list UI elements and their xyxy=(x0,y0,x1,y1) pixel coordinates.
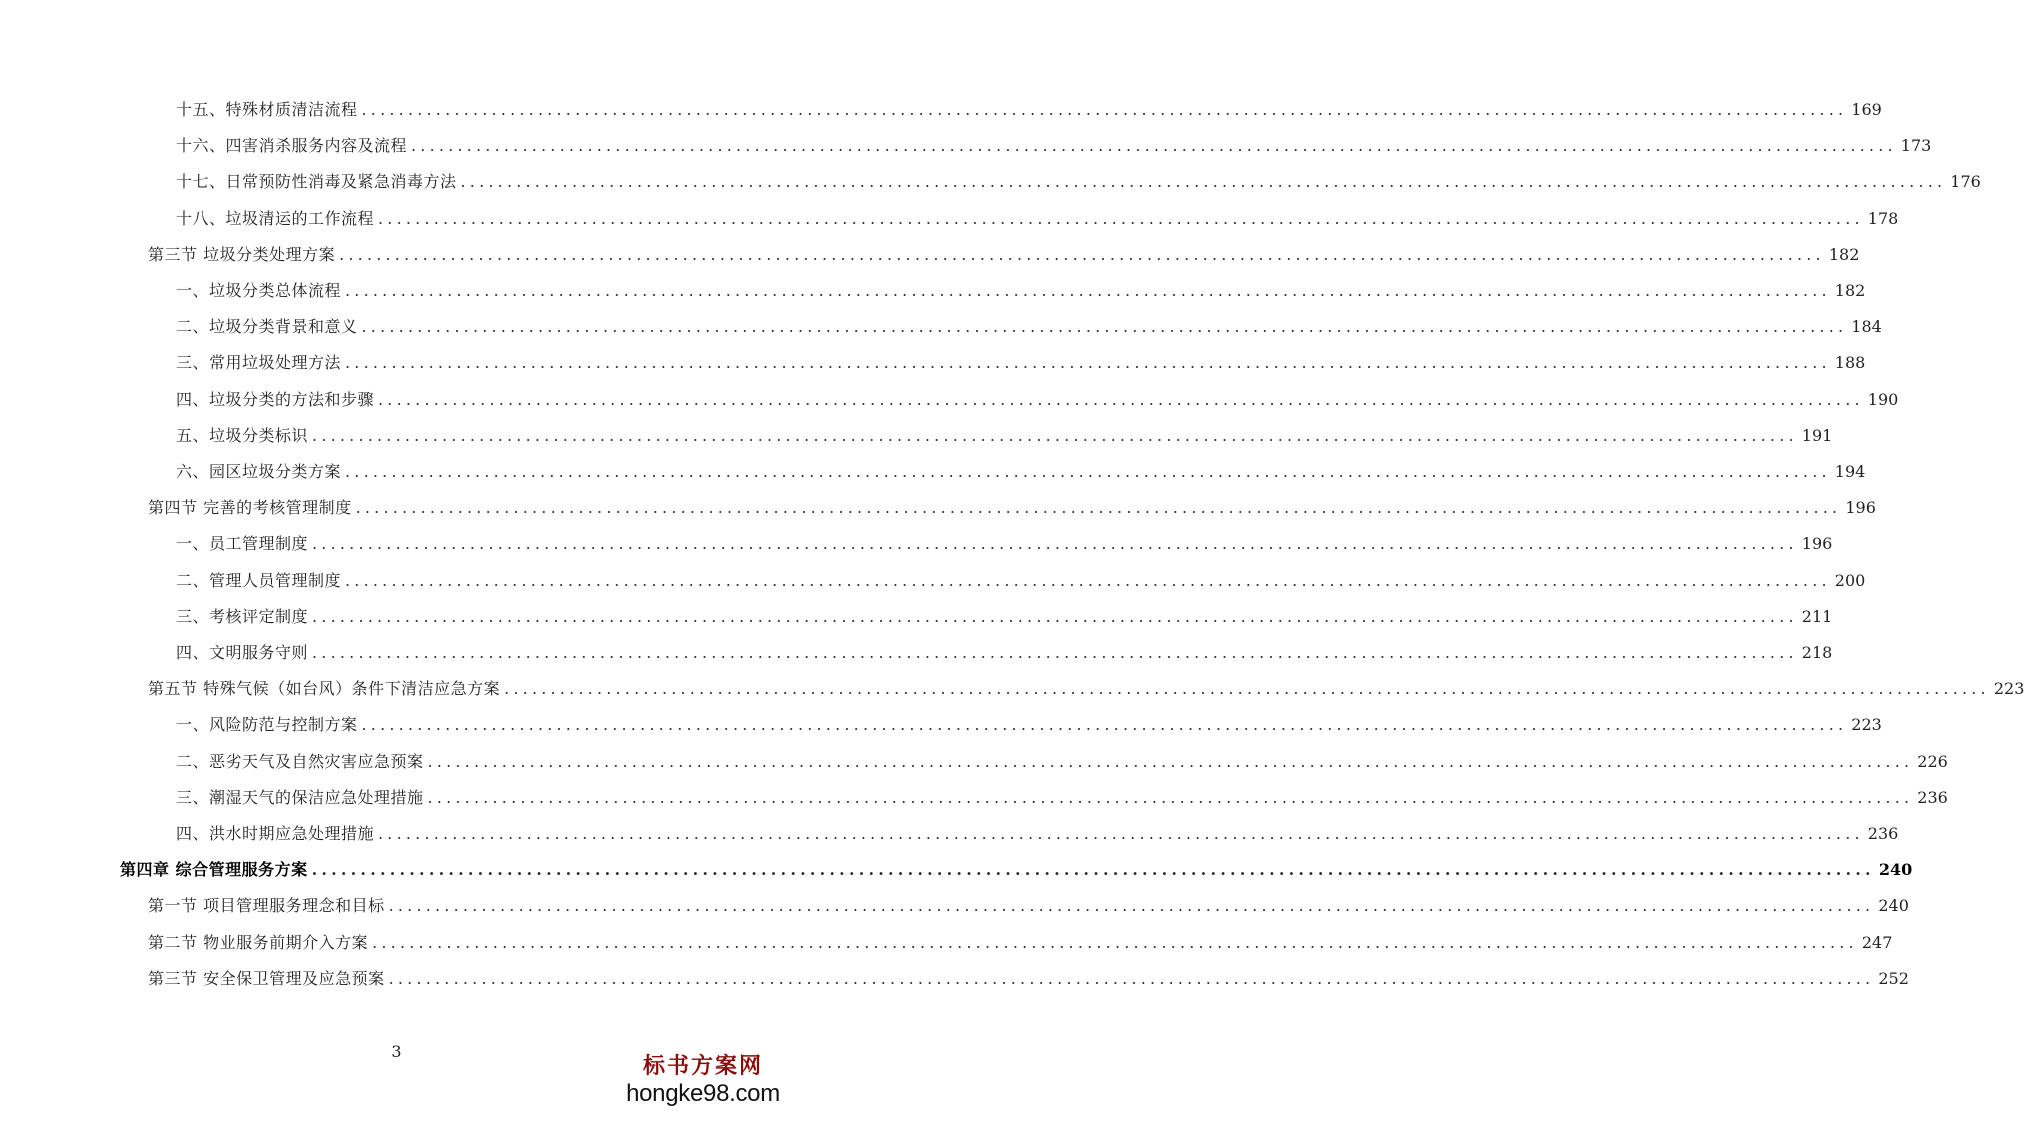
dot-leader: ................................................................................................................................................................ xyxy=(361,715,1848,734)
toc-entry-title: 四、洪水时期应急处理措施 xyxy=(176,824,375,843)
toc-entry-page-number: 252 xyxy=(1878,969,1909,988)
toc-entry-title: 五、垃圾分类标识 xyxy=(176,426,309,445)
toc-entry[interactable] xyxy=(148,893,1909,917)
toc-entry-page-number: 200 xyxy=(1834,571,1866,590)
toc-entry-page-number: 226 xyxy=(1917,752,1948,771)
toc-entry-page-number: 176 xyxy=(1950,172,1981,191)
dot-leader: ................................................................................................................................................................ xyxy=(355,498,1842,517)
toc-entry[interactable] xyxy=(176,640,1833,664)
page-number: 3 xyxy=(391,1042,402,1061)
dot-leader: ................................................................................................................................................................ xyxy=(378,390,1864,409)
dot-leader: ................................................................................................................................................................ xyxy=(460,172,1947,191)
toc-entry-title: 第四章 综合管理服务方案 xyxy=(120,860,308,879)
toc-entry[interactable] xyxy=(176,169,1981,193)
dot-leader: ................................................................................................................................................................ xyxy=(361,317,1848,336)
toc-entry[interactable] xyxy=(176,97,1882,121)
toc-entry-page-number: 173 xyxy=(1900,136,1932,155)
dot-leader: ................................................................................................................................................................ xyxy=(312,534,1798,553)
toc-entry-title: 十八、垃圾清运的工作流程 xyxy=(176,209,375,228)
toc-entry[interactable] xyxy=(176,206,1899,230)
toc-entry-title: 第三节 安全保卫管理及应急预案 xyxy=(148,969,385,988)
dot-leader: ................................................................................................................................................................ xyxy=(427,752,1914,771)
toc-entry-title: 三、考核评定制度 xyxy=(176,607,309,626)
toc-entry-title: 第五节 特殊气候（如台风）条件下清洁应急方案 xyxy=(148,679,501,698)
toc-entry-page-number: 182 xyxy=(1828,245,1860,264)
toc-entry-page-number: 211 xyxy=(1801,607,1833,626)
dot-leader: ................................................................................................................................................................ xyxy=(372,933,1858,952)
dot-leader: ................................................................................................................................................................ xyxy=(312,607,1798,626)
toc-entry-page-number: 182 xyxy=(1834,281,1866,300)
toc-entry-page-number: 178 xyxy=(1867,209,1899,228)
toc-entry[interactable] xyxy=(176,314,1882,338)
toc-entry[interactable] xyxy=(148,242,1860,266)
toc-entry[interactable] xyxy=(176,133,1932,157)
toc-entry-page-number: 236 xyxy=(1917,788,1948,807)
toc-entry-title: 三、潮湿天气的保洁应急处理措施 xyxy=(176,788,424,807)
toc-entry-page-number: 223 xyxy=(1993,679,2024,698)
toc-entry[interactable] xyxy=(176,712,1882,736)
toc-entry-title: 四、垃圾分类的方法和步骤 xyxy=(176,390,375,409)
site-watermark xyxy=(623,1052,783,1116)
toc-entry[interactable] xyxy=(176,278,1866,302)
toc-entry-title: 四、文明服务守则 xyxy=(176,643,309,662)
dot-leader: ................................................................................................................................................................ xyxy=(427,788,1914,807)
dot-leader: ................................................................................................................................................................ xyxy=(378,209,1864,228)
toc-entry[interactable] xyxy=(176,531,1833,555)
dot-leader: ................................................................................................................................................................ xyxy=(345,462,1831,481)
watermark-url: hongke98.com xyxy=(626,1080,780,1107)
toc-entry-title: 第一节 项目管理服务理念和目标 xyxy=(148,896,385,915)
toc-entry-title: 一、垃圾分类总体流程 xyxy=(176,281,342,300)
dot-leader: ................................................................................................................................................................ xyxy=(345,571,1831,590)
toc-entry[interactable] xyxy=(148,930,1893,954)
toc-entry-title: 一、员工管理制度 xyxy=(176,534,309,553)
toc-entry-page-number: 223 xyxy=(1851,715,1882,734)
toc-entry-title: 第四节 完善的考核管理制度 xyxy=(148,498,352,517)
toc-entry[interactable] xyxy=(176,604,1833,628)
toc-entry-title: 十六、四害消杀服务内容及流程 xyxy=(176,136,408,155)
dot-leader: ................................................................................................................................................................ xyxy=(411,136,1897,155)
toc-entry-page-number: 196 xyxy=(1801,534,1833,553)
dot-leader: ................................................................................................................................................................ xyxy=(345,353,1831,372)
toc-entry-title: 二、垃圾分类背景和意义 xyxy=(176,317,358,336)
toc-entry-title: 六、园区垃圾分类方案 xyxy=(176,462,342,481)
toc-entry-page-number: 188 xyxy=(1834,353,1866,372)
toc-entry-title: 二、恶劣天气及自然灾害应急预案 xyxy=(176,752,424,771)
toc-entry-page-number: 236 xyxy=(1867,824,1899,843)
toc-entry-title: 二、管理人员管理制度 xyxy=(176,571,342,590)
toc-entry[interactable] xyxy=(176,459,1866,483)
toc-entry-page-number: 190 xyxy=(1867,390,1899,409)
toc-entry[interactable] xyxy=(148,676,2024,700)
toc-entry-page-number: 184 xyxy=(1851,317,1882,336)
dot-leader: ................................................................................................................................................................ xyxy=(339,245,1825,264)
toc-entry-page-number: 240 xyxy=(1878,896,1909,915)
toc-entry-page-number: 194 xyxy=(1834,462,1866,481)
dot-leader: ................................................................................................................................................................ xyxy=(388,969,1875,988)
toc-entry[interactable] xyxy=(176,423,1833,447)
toc-entry-page-number: 196 xyxy=(1845,498,1876,517)
dot-leader: ................................................................................................................................................................ xyxy=(388,896,1875,915)
toc-entry-page-number: 191 xyxy=(1801,426,1833,445)
toc-entry[interactable] xyxy=(176,350,1866,374)
toc-entry[interactable] xyxy=(176,749,1948,773)
toc-entry-page-number: 240 xyxy=(1878,860,1913,879)
dot-leader: ................................................................................................................................................................ xyxy=(504,679,1990,698)
toc-entry[interactable] xyxy=(148,495,1876,519)
toc-entry-page-number: 169 xyxy=(1851,100,1882,119)
toc-entry[interactable] xyxy=(148,966,1909,990)
toc-entry-title: 十七、日常预防性消毒及紧急消毒方法 xyxy=(176,172,457,191)
toc-entry-title: 十五、特殊材质清洁流程 xyxy=(176,100,358,119)
dot-leader: ................................................................................................................................................................ xyxy=(311,860,1875,879)
toc-entry-title: 三、常用垃圾处理方法 xyxy=(176,353,342,372)
toc-entry[interactable] xyxy=(120,857,1913,881)
toc-entry-title: 第二节 物业服务前期介入方案 xyxy=(148,933,369,952)
toc-entry[interactable] xyxy=(176,568,1866,592)
toc-entry[interactable] xyxy=(176,387,1899,411)
dot-leader: ................................................................................................................................................................ xyxy=(345,281,1831,300)
toc-entry[interactable] xyxy=(176,821,1899,845)
dot-leader: ................................................................................................................................................................ xyxy=(312,426,1798,445)
dot-leader: ................................................................................................................................................................ xyxy=(378,824,1864,843)
toc-entry[interactable] xyxy=(176,785,1948,809)
toc-entry-page-number: 218 xyxy=(1801,643,1833,662)
toc-entry-title: 一、风险防范与控制方案 xyxy=(176,715,358,734)
watermark-title: 标书方案网 xyxy=(642,1053,763,1079)
toc-entry-title: 第三节 垃圾分类处理方案 xyxy=(148,245,336,264)
toc-entry-page-number: 247 xyxy=(1861,933,1893,952)
dot-leader: ................................................................................................................................................................ xyxy=(361,100,1848,119)
dot-leader: ................................................................................................................................................................ xyxy=(312,643,1798,662)
